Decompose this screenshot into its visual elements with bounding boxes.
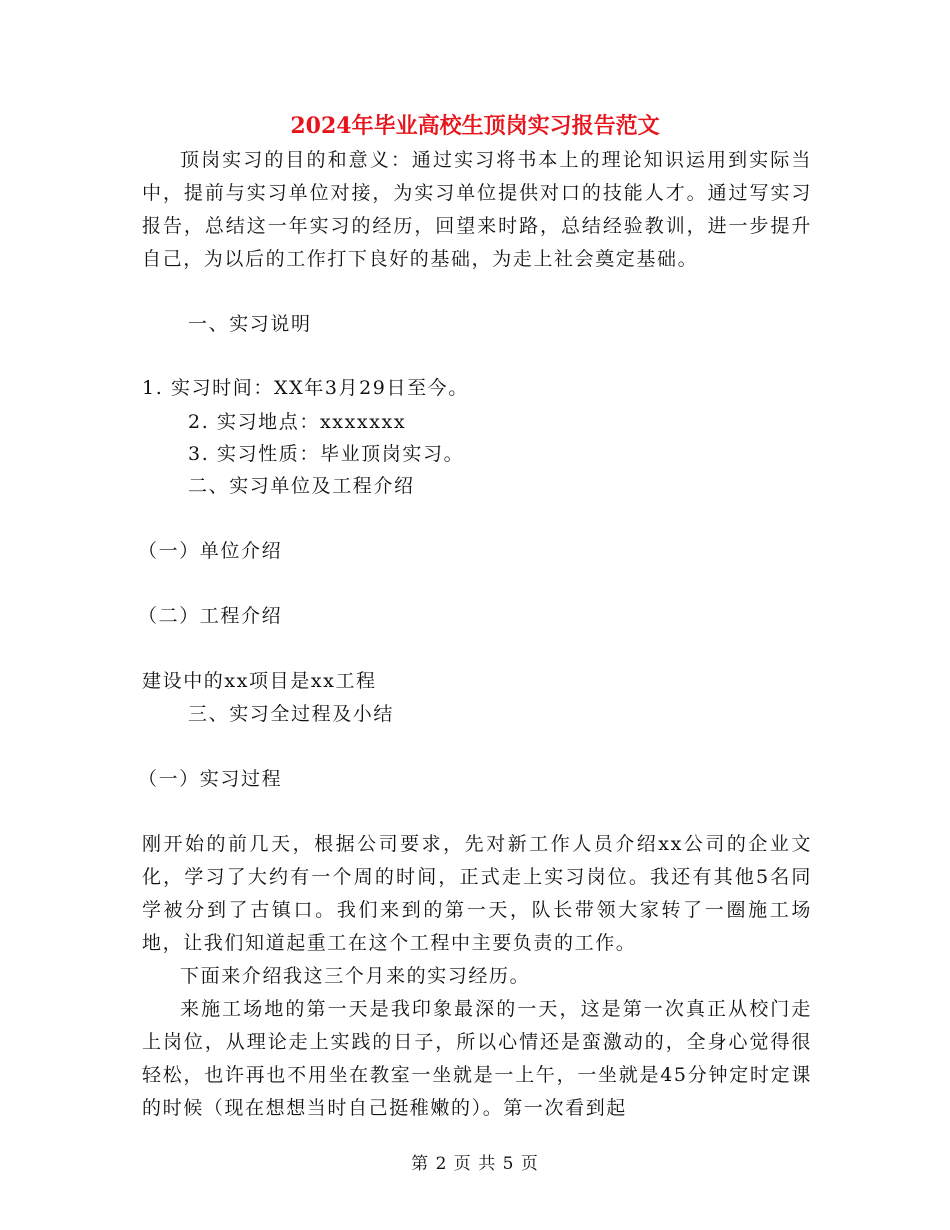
page-footer: 第 2 页 共 5 页 (411, 1154, 539, 1174)
paragraph-first-day: 来施工场地的第一天是我印象最深的一天，这是第一次真正从校门走上岗位，从理论走上实践的日子，所以心情还是蛮激动的，全身心觉得很轻松，也许再也不用坐在教室一坐就是一上午，一坐就是45分钟定时定课的时候（现在想想当时自己挺稚嫩的）。第一次看到起 (142, 998, 812, 1119)
document-title: 2024年毕业高校生顶岗实习报告范文 (290, 113, 660, 139)
project-line: 建设中的xx项目是xx工程 (142, 670, 377, 692)
subheading-project: （二）工程介绍 (138, 605, 283, 627)
list-item-2: 2. 实习地点：xxxxxxx (188, 411, 407, 433)
list-item-3: 3. 实习性质：毕业顶岗实习。 (188, 443, 465, 465)
section-heading-2: 二、实习单位及工程介绍 (188, 475, 415, 497)
list-item-1: 1. 实习时间：XX年3月29日至今。 (142, 377, 469, 399)
intro-paragraph: 顶岗实习的目的和意义：通过实习将书本上的理论知识运用到实际当中，提前与实习单位对接，为实习单位提供对口的技能人才。通过写实习报告，总结这一年实习的经历，回望来时路，总结经验教训，进一步提升自己，为以后的工作打下良好的基础，为走上社会奠定基础。 (142, 149, 812, 270)
subheading-process: （一）实习过程 (138, 768, 283, 790)
paragraph-first-days: 刚开始的前几天，根据公司要求，先对新工作人员介绍xx公司的企业文化，学习了大约有一个周的时间，正式走上实习岗位。我还有其他5名同学被分到了古镇口。我们来到的第一天，队长带领大家转了一圈施工场地，让我们知道起重工在这个工程中主要负责的工作。 (142, 833, 812, 954)
subheading-unit: （一）单位介绍 (138, 540, 283, 562)
intro-paragraph-block (142, 144, 812, 276)
process-paragraph-block (142, 828, 812, 1125)
paragraph-intro-next: 下面来介绍我这三个月来的实习经历。 (180, 965, 531, 987)
section-heading-3: 三、实习全过程及小结 (188, 703, 395, 725)
section-heading-1: 一、实习说明 (188, 313, 312, 335)
